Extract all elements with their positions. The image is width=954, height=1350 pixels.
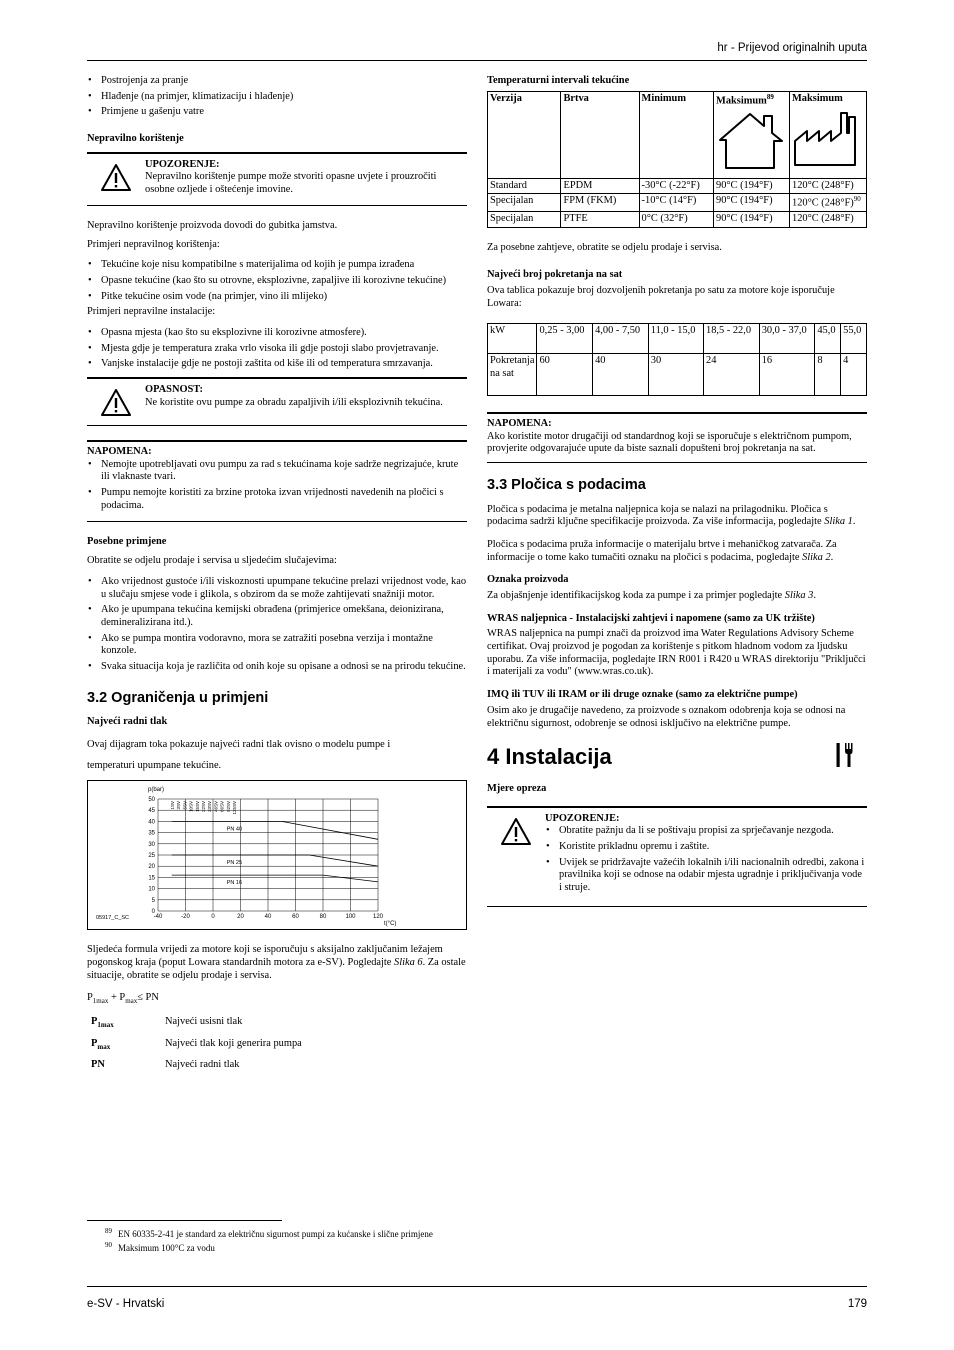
product-code-heading: Oznaka proizvoda xyxy=(487,574,569,586)
list-item: • Nemojte upotrebljavati ovu pumpu za rad s tekućinama koje sadrže negrizajuće, krute ili vlaknaste tvari. xyxy=(87,459,467,484)
definition-symbol: $P_{1max}$ xyxy=(91,1016,114,1030)
list-item: • Hlađenje (na primjer, klimatizaciju i hlađenje) xyxy=(87,91,467,104)
table-row: Specijalan PTFE 0°C (32°F) 90°C (194°F) 120°C (248°F) xyxy=(488,212,867,228)
chapter-header xyxy=(487,742,867,773)
paragraph: Pločica s podacima pruža informacije o materijalu brtve i mehaničkog zatvarača. Za informacije o tome kako tumačiti oznaku na pločici s podacima, pogledajte Slika 2. xyxy=(487,538,837,563)
list-item: • Vanjske instalacije gdje ne postoji zaštita od kiše ili od temperatura smrzavanja. xyxy=(87,358,467,371)
special-heading: Posebne primjene xyxy=(87,536,167,548)
page-number: 179 xyxy=(847,1298,867,1310)
left-column xyxy=(87,75,467,1072)
house-icon xyxy=(716,110,787,177)
x-tick-label: 100 xyxy=(345,914,356,921)
table-row: Specijalan FPM (FKM) -10°C (14°F) 90°C (194°F) 120°C $(248^\circ F)^{90}$ xyxy=(488,194,867,212)
header-rule xyxy=(87,60,867,61)
paragraph: WRAS naljepnica na pumpi znači da proizvod ima Water Regulations Advisory Scheme certifikat. Ovaj proizvod je pogodan za korištenje s pitkom hladnom vodom za ljudsku uporabu. Za više informacija, pogledajte IRN R001 i R420 u WRAS direktoriju "Priključci i materijali za vodu" (www.wras.co.uk). xyxy=(487,628,866,678)
y-tick-label: 35 xyxy=(148,830,155,837)
pressure-series-line xyxy=(172,822,378,840)
list-item: • Tekućine koje nisu kompatibilne s materijalima od kojih je pumpa izrađena xyxy=(87,259,467,272)
model-label: 33SV xyxy=(207,801,213,813)
formula: $P_{1max} + P_{max}\le$ PN xyxy=(87,992,159,1006)
x-tick-label: 0 xyxy=(211,914,215,921)
temp-table xyxy=(487,91,867,228)
starts-heading: Najveći broj pokretanja na sat xyxy=(487,268,623,280)
x-tick-label: 80 xyxy=(319,914,327,921)
table-header: Brtva xyxy=(561,91,639,178)
paragraph: Ova tablica pokazuje broj dozvoljenih pokretanja po satu za motore koje isporučuje Lowara: xyxy=(487,285,835,310)
y-tick-label: 30 xyxy=(148,842,155,849)
list-item: • Ako je upumpana tekućina kemijski obrađena (primjerice omekšana, deionizirana, demineralizirana itd.). xyxy=(87,604,467,629)
footnotes xyxy=(105,1227,433,1254)
y-tick-label: 5 xyxy=(151,898,155,905)
right-column xyxy=(487,75,867,921)
y-tick-label: 0 xyxy=(151,909,155,916)
footnote-rule xyxy=(87,1220,282,1221)
note-title: NAPOMENA: xyxy=(487,417,552,429)
install-misuse-list xyxy=(87,327,467,371)
y-tick-label: 25 xyxy=(148,853,155,860)
table-row: Pokretanja na sat 60 40 30 24 16 8 4 xyxy=(488,353,867,395)
warning-text: Nepravilno korištenje pumpe može stvoriti opasne uvjete i prouzročiti osobne ozljede i oštećenje imovine. xyxy=(145,171,437,196)
special-list xyxy=(87,576,467,674)
note-title: NAPOMENA: xyxy=(87,446,152,457)
factory-icon xyxy=(792,107,864,174)
model-label: 1SV xyxy=(170,801,175,810)
model-label: 3SV xyxy=(176,801,182,810)
warning-triangle-icon xyxy=(487,813,545,898)
table-row: kW 0,25 - 3,00 4,00 - 7,50 11,0 - 15,0 18,5 - 22,0 30,0 - 37,0 45,0 55,0 xyxy=(488,323,867,353)
paragraph: temperaturi upumpane tekućine. xyxy=(87,759,222,771)
paragraph: Pločica s podacima je metalna naljepnica koja se nalazi na prilagodniku. Pločica s podacima sadrži ključne specifikacije proizvoda. Za više informacija, pogledajte Slika 1. xyxy=(487,503,856,528)
x-tick-label: 120 xyxy=(372,914,384,921)
series-label: PN 40 xyxy=(226,826,243,833)
wras-heading: WRAS naljepnica - Instalacijski zahtjevi i napomene (samo za UK tržište) xyxy=(487,612,815,624)
paragraph: Primjeri nepravilne instalacije: xyxy=(87,306,216,318)
list-item: • Pitke tekućine osim vode (na primjer, vino ili mlijeko) xyxy=(87,291,467,304)
x-tick-label: 20 xyxy=(237,914,244,921)
note-box xyxy=(87,440,467,522)
paragraph: Za posebne zahtjeve, obratite se odjelu prodaje i servisa. xyxy=(487,242,722,254)
x-tick-label: -40 xyxy=(153,914,163,921)
pressure-series-line xyxy=(172,876,378,883)
model-label: 66SV xyxy=(219,801,225,813)
y-tick-label: 10 xyxy=(148,886,155,893)
y-tick-label: 40 xyxy=(148,819,155,826)
y-tick-label: 15 xyxy=(148,875,155,882)
definition-symbol: $P_{max}$ xyxy=(91,1037,111,1051)
list-item: • Primjene u gašenju vatre xyxy=(87,106,467,119)
model-label: 15SV xyxy=(194,801,200,813)
list-item: • Ako vrijednost gustoće i/ili viskoznosti upumpane tekućine prelazi vrijednost vode, kao u slučaju smjese vode i glikola, s obzirom da se može zahtijevati snažniji motor. xyxy=(87,576,467,601)
model-label: 5SV xyxy=(182,801,188,810)
table-row: Standard EPDM -30°C (-22°F) 90°C (194°F) 120°C (248°F) xyxy=(488,178,867,194)
chapter-title: 4 Instalacija xyxy=(487,744,612,770)
list-item: • Svaka situacija koja je različita od onih koje su opisane a odnosi se na prirodu tekućine. xyxy=(87,661,467,674)
footnote: $^{90}$ Maksimum 100°C za vodu xyxy=(105,1240,215,1253)
y-tick-label: 45 xyxy=(148,808,155,815)
paragraph: Za objašnjenje identifikacijskog koda za pumpe i za primjer pogledajte Slika 3. xyxy=(487,590,816,601)
warning-triangle-icon xyxy=(87,159,145,197)
danger-title: OPASNOST: xyxy=(145,384,203,395)
footer-title: e-SV - Hrvatski xyxy=(87,1298,165,1310)
warning-triangle-icon xyxy=(87,384,145,417)
definition-text: Najveći tlak koji generira pumpa xyxy=(165,1037,302,1049)
precautions-heading: Mjere opreza xyxy=(487,782,547,794)
paragraph: Ovaj dijagram toka pokazuje najveći radni tlak ovisno o modelu pumpe i xyxy=(87,739,391,750)
table-header: Maksimum xyxy=(790,91,867,178)
x-tick-label: -20 xyxy=(181,914,190,921)
imq-heading: IMQ ili TUV ili IRAM or ili druge oznake (samo za električne pumpe) xyxy=(487,689,798,701)
y-axis-label: p(bar) xyxy=(148,787,165,794)
intro-list xyxy=(87,75,467,119)
model-label: 125SV xyxy=(232,801,237,815)
definition-symbol: PN xyxy=(91,1059,105,1071)
misuse-list xyxy=(87,259,467,303)
formula-text: . Za ostale situacije, obratite se odjelu prodaje i servisa. xyxy=(87,957,466,981)
pressure-chart-svg xyxy=(88,781,466,929)
figure-ref: Slika 6 xyxy=(394,957,423,969)
model-label: 22SV xyxy=(201,801,206,813)
x-axis-label: t(°C) xyxy=(384,921,397,928)
footer-rule xyxy=(87,1286,867,1287)
warning-title: UPOZORENJE: xyxy=(545,812,620,824)
paragraph: Nepravilno korištenje proizvoda dovodi do gubitka jamstva. xyxy=(87,219,338,231)
list-item: • Opasne tekućine (kao što su otrovne, eksplozivne, zapaljive ili korozivne tekućine) xyxy=(87,275,467,288)
paragraph xyxy=(87,944,467,982)
section-heading: 3.2 Ograničenja u primjeni xyxy=(87,689,269,706)
definition-text: Najveći radni tlak xyxy=(165,1059,240,1071)
footnote: $^{89}$ EN 60335-2-41 je standard za električnu sigurnost pumpi za kućanske i slične primjene xyxy=(105,1227,433,1239)
formula-text: Sljedeća formula vrijedi za motore koji se isporučuju s aksijalno zaključanim ležajem pogonskog kraja (poput Lowara standardnih motora za e-SV). Pogledajte xyxy=(87,944,443,969)
tools-icon xyxy=(835,742,853,773)
pressure-chart xyxy=(87,780,467,930)
pressure-series-line xyxy=(172,855,378,866)
max-pressure-heading: Najveći radni tlak xyxy=(87,716,168,728)
note-text: Ako koristite motor drugačiji od standardnog koji se isporučuje s električnom pumpom, provjerite odgovarajuće upute da biste saznali dopušteni broj pokretanja na sat. xyxy=(487,430,852,455)
series-label: PN 16 xyxy=(226,880,243,887)
model-label: 10SV xyxy=(188,801,194,813)
table-header: Verzija xyxy=(488,91,561,178)
warning-callout xyxy=(87,152,467,206)
list-item: • Pumpu nemojte koristiti za brzine protoka izvan vrijednosti navedenih na pločici s podacima. xyxy=(87,487,467,512)
y-tick-label: 50 xyxy=(148,797,155,804)
definitions xyxy=(87,1016,467,1072)
misuse-heading: Nepravilno korištenje xyxy=(87,133,184,145)
table-header: Maksimum$^{89}$ xyxy=(714,91,790,178)
danger-callout xyxy=(87,377,467,426)
note-box xyxy=(487,412,867,463)
paragraph: Obratite se odjelu prodaje i servisa u sljedećim slučajevima: xyxy=(87,555,337,567)
x-tick-label: 60 xyxy=(292,914,299,921)
section-heading: 3.3 Pločica s podacima xyxy=(487,476,646,493)
table-cell: 120°C $(248^\circ F)^{90}$ xyxy=(790,194,867,212)
definition-text: Najveći usisni tlak xyxy=(165,1016,243,1028)
page-header: hr - Prijevod originalnih uputa xyxy=(717,42,867,54)
model-label: 92SV xyxy=(225,801,231,813)
temp-heading: Temperaturni intervali tekućine xyxy=(487,75,630,86)
list-item: • Postrojenja za pranje xyxy=(87,75,467,88)
y-tick-label: 20 xyxy=(148,864,155,871)
starts-table xyxy=(487,323,867,396)
list-item: • Koristite prikladnu opremu i zaštite. xyxy=(545,841,867,854)
list-item: • Ako se pumpa montira vodoravno, mora se zatražiti posebna verzija i montažne konzole. xyxy=(87,633,467,658)
series-label: PN 25 xyxy=(226,860,243,867)
list-item: • Obratite pažnju da li se poštivaju propisi za sprječavanje nezgoda. xyxy=(545,825,867,838)
paragraph: Osim ako je drugačije navedeno, za proizvode s oznakom odobrenja koja se odnosi na električnu sigurnost, odobrenje se odnosi isključivo na električne pumpe. xyxy=(487,704,846,729)
paragraph: Primjeri nepravilnog korištenja: xyxy=(87,238,220,250)
table-header: Minimum xyxy=(639,91,713,178)
list-item: • Mjesta gdje je temperatura zraka vrlo visoka ili gdje postoji slabo provjetravanje. xyxy=(87,343,467,356)
list-item: • Uvijek se pridržavajte važećih lokalnih i/ili nacionalnih odredbi, zakona i pravilnika koji se odnose na odabir mjesta ugradnje i priključivanja vode i struje. xyxy=(545,857,867,895)
x-tick-label: 40 xyxy=(264,914,272,921)
figure-code: 05917_C_SC xyxy=(96,915,130,922)
list-item: • Opasna mjesta (kao što su eksplozivne ili korozivne atmosfere). xyxy=(87,327,467,340)
model-label: 46SV xyxy=(213,801,219,813)
danger-text: Ne koristite ovu pumpe za obradu zapaljivih i/ili eksplozivnih tekućina. xyxy=(145,396,443,408)
warning-title: UPOZORENJE: xyxy=(145,158,220,170)
warning-callout xyxy=(487,806,867,907)
